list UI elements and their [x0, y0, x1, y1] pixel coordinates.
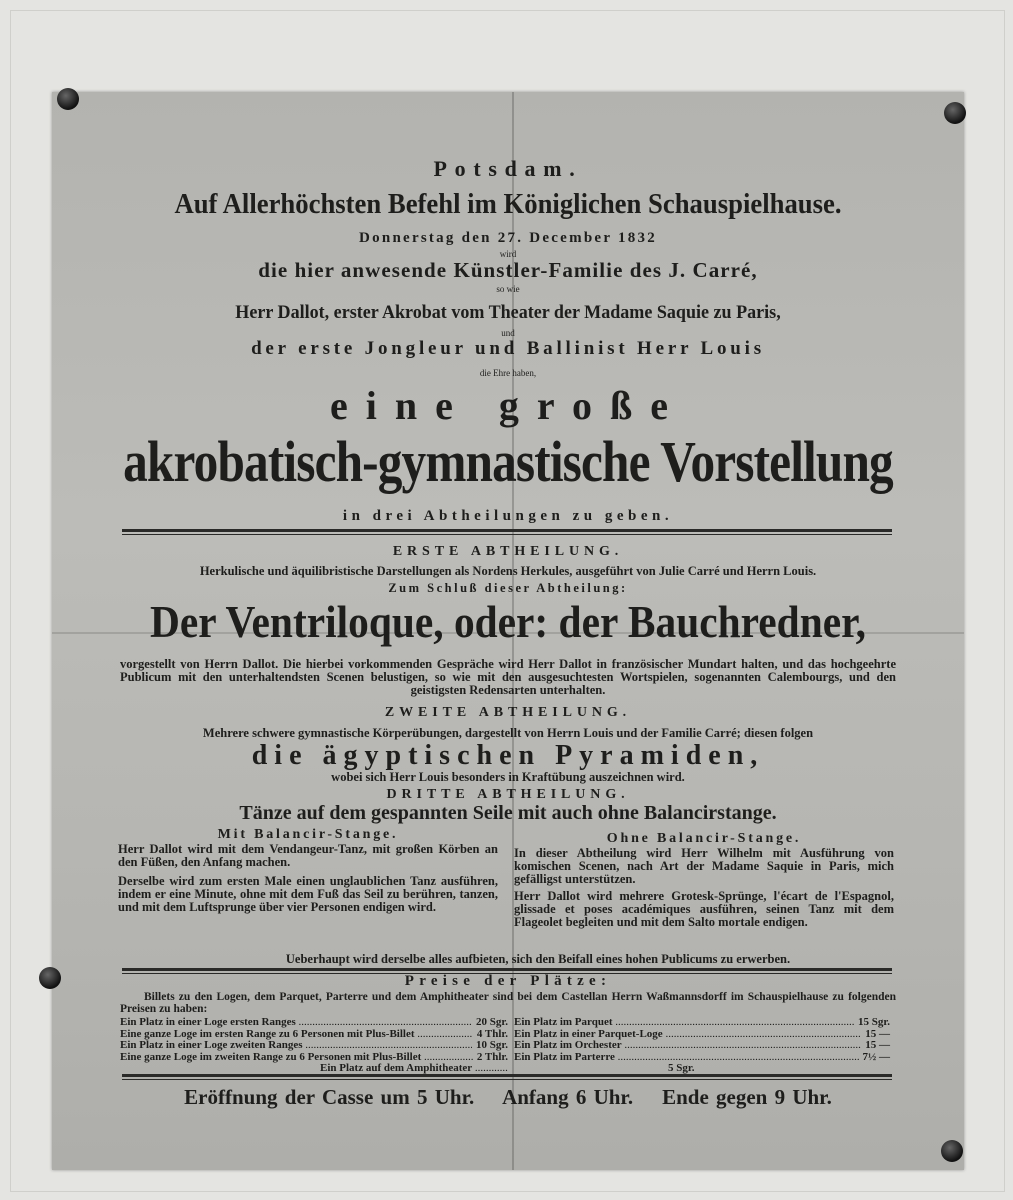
- price-row: Ein Platz im Parterre ..... 7½ —: [514, 1052, 890, 1064]
- pin-icon: [39, 967, 61, 989]
- city: Potsdam.: [433, 156, 583, 181]
- main-title: akrobatisch-gymnastische Vorstellung: [123, 429, 893, 494]
- part2-desc: Mehrere schwere gymnastische Körperübungen, dargestellt von Herrn Louis und der Familie Carré; diesen folgen: [202, 726, 814, 740]
- prices-intro: Billets zu den Logen, dem Parquet, Parterre und dem Amphitheater sind bei dem Castellan Herrn Waßmannsdorff im Schauspielhause zu folgenden Preisen zu haben:: [120, 991, 896, 1015]
- part1-desc: Herkulische und äquilibristische Darstellungen als Nordens Herkules, ausgeführt von Julie Carré und Herrn Louis.: [199, 564, 817, 578]
- louis-line: der erste Jongleur und Ballinist Herr Louis: [251, 338, 765, 359]
- times-line: [52, 1085, 964, 1110]
- start-time: Anfang 6 Uhr.: [502, 1085, 634, 1109]
- subtitle: in drei Abtheilungen zu geben.: [342, 508, 674, 524]
- price-row: Eine ganze Loge im ersten Range zu 6 Personen mit Plus-Billet ..... 4 Thlr.: [120, 1029, 508, 1041]
- dallot-line: Herr Dallot, erster Akrobat vom Theater der Madame Saquie zu Paris,: [235, 302, 781, 323]
- left-paragraph: Derselbe wird zum ersten Male einen unglaublichen Tanz ausführen, indem er eine Minute, ohne mit dem Fuß das Seil zu berühren, tanzen, und mit dem Luftsprunge über vier Personen endigen wird.: [118, 874, 498, 914]
- part2-heading: ZWEITE ABTHEILUNG.: [384, 705, 632, 720]
- prices-heading: Preise der Plätze:: [404, 973, 612, 989]
- pin-icon: [57, 88, 79, 110]
- box-office-time: Eröffnung der Casse um 5 Uhr.: [184, 1085, 475, 1109]
- part2-feature: die ägyptischen Pyramiden,: [251, 740, 765, 771]
- part1-text: vorgestellt von Herrn Dallot. Die hierbei vorkommenden Gespräche wird Herr Dallot in französischer Mundart halten, und das hochgeehrte Publicum mit den unterhaltendsten Scenen belustigen, so wie mit den ausgesuchtesten Wortspielen, sogenannten Calembourgs, und den geistigsten Redensarten unterhalten.: [120, 657, 896, 697]
- date: Donnerstag den 27. December 1832: [359, 230, 657, 246]
- end-time: Ende gegen 9 Uhr.: [662, 1085, 832, 1109]
- price-row: Eine ganze Loge im zweiten Range zu 6 Personen mit Plus-Billet ..... 2 Thlr.: [120, 1052, 508, 1064]
- part2-text: wobei sich Herr Louis besonders in Kraftübung auszeichnen wird.: [331, 770, 685, 784]
- right-column: [514, 832, 894, 929]
- price-row: Ein Platz in einer Parquet-Loge ..... 15 —: [514, 1029, 890, 1041]
- right-heading: Ohne Balancir-Stange.: [606, 831, 802, 846]
- command-line: Auf Allerhöchsten Befehl im Königlichen Schauspielhause.: [174, 188, 842, 220]
- eine-grosse: eine große: [330, 383, 686, 428]
- part1-feature: Der Ventriloque, oder: der Bauchredner,: [149, 596, 867, 647]
- price-row: Ein Platz im Orchester ..... 15 —: [514, 1040, 890, 1052]
- price-row-amphitheater: Ein Platz auf dem Amphitheater .....: [120, 1063, 508, 1075]
- amphitheater-price: 5 Sgr.: [668, 1062, 695, 1074]
- right-paragraph: Herr Dallot wird mehrere Grotesk-Sprünge, l'écart de l'Espagnol, glissade et poses académiques ausführen, seinen Tanz mit dem Flageolet begleiten und mit dem Salto mortale endigen.: [514, 889, 894, 929]
- divider: [122, 529, 892, 535]
- family-line: die hier anwesende Künstler-Familie des J. Carré,: [258, 258, 758, 282]
- right-paragraph: In dieser Abtheilung wird Herr Wilhelm mit Ausführung von komischen Scenen, nach Art der Madame Saquie in Paris, mich gefälligst unterstützen.: [514, 846, 894, 886]
- price-row: Ein Platz in einer Loge zweiten Ranges ..... 10 Sgr.: [120, 1040, 508, 1052]
- connector: so wie: [496, 284, 520, 294]
- connector: die Ehre haben,: [479, 368, 537, 378]
- part3-heading: DRITTE ABTHEILUNG.: [386, 787, 630, 802]
- part1-closing: Zum Schluß dieser Abtheilung:: [388, 581, 628, 595]
- playbill-poster: [52, 92, 964, 1170]
- part3-closing: Ueberhaupt wird derselbe alles aufbieten, sich den Beifall eines hohen Publicums zu erwerben.: [285, 952, 791, 966]
- connector: und: [501, 328, 515, 338]
- price-row: Ein Platz in einer Loge ersten Ranges ..... 20 Sgr.: [120, 1017, 508, 1029]
- part1-heading: ERSTE ABTHEILUNG.: [392, 544, 624, 559]
- price-list-left: [120, 1017, 508, 1075]
- left-paragraph: Herr Dallot wird mit dem Vendangeur-Tanz, mit großen Körben an den Füßen, den Anfang machen.: [118, 842, 498, 869]
- part3-feature: Tänze auf dem gespannten Seile mit auch ohne Balancirstange.: [239, 802, 777, 824]
- price-row: Ein Platz im Parquet ..... 15 Sgr.: [514, 1017, 890, 1029]
- connector: wird: [499, 249, 517, 259]
- price-list-right: [514, 1017, 890, 1075]
- pin-icon: [944, 102, 966, 124]
- left-heading: Mit Balancir-Stange.: [217, 827, 399, 842]
- pin-icon: [941, 1140, 963, 1162]
- divider: [122, 1074, 892, 1080]
- left-column: [118, 828, 498, 914]
